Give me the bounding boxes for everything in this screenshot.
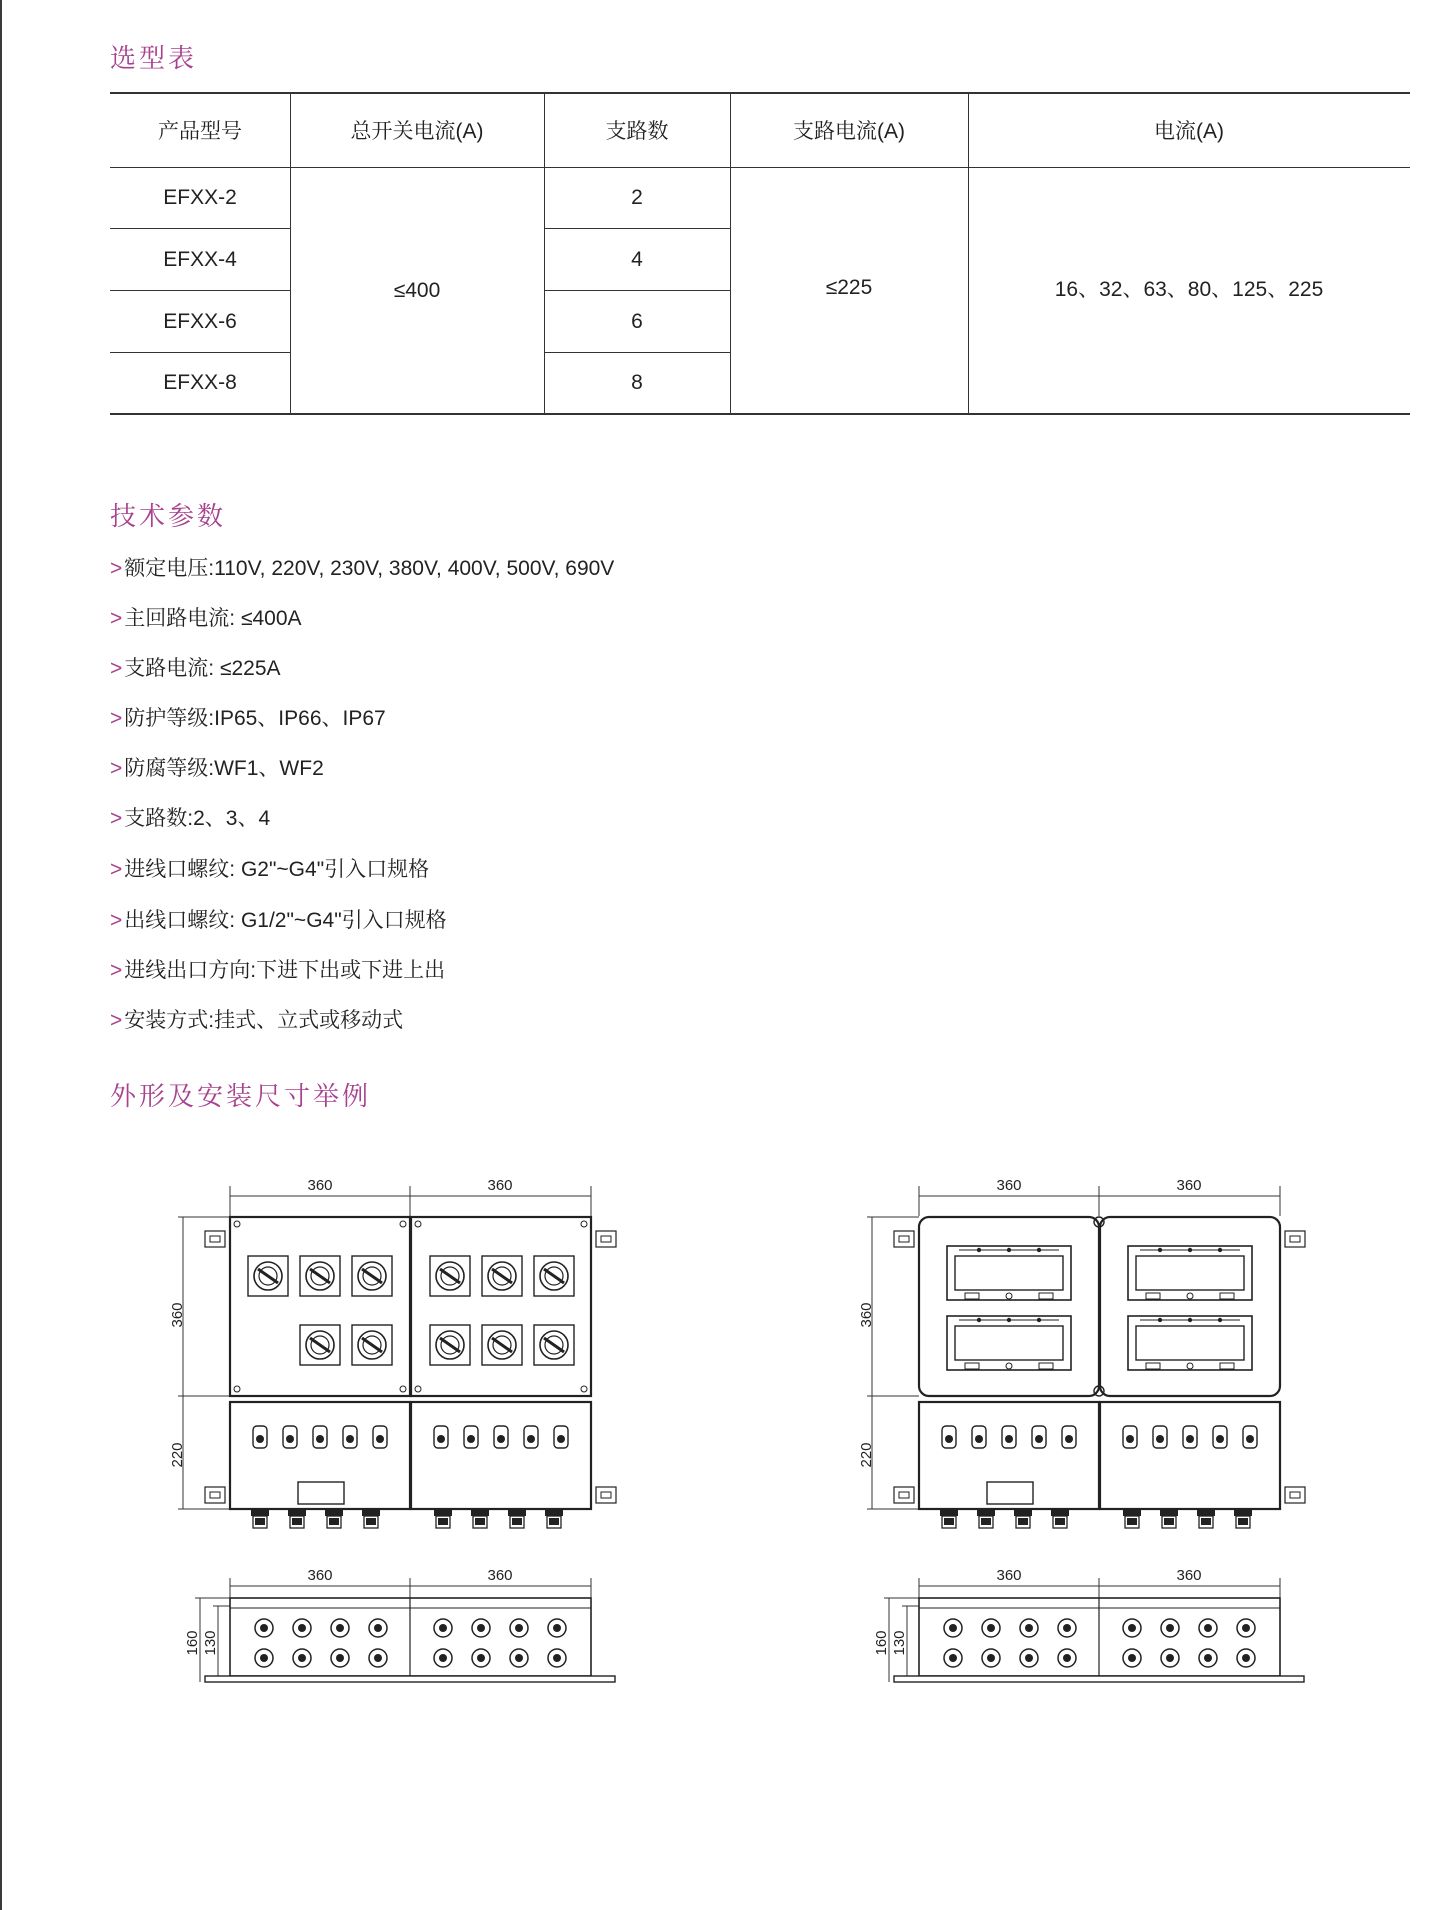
branch-count-cell: 2	[631, 186, 643, 209]
spec-value: ≤225A	[214, 657, 281, 680]
spec-marker: >	[110, 858, 123, 881]
left-elevation	[169, 1177, 616, 1528]
spec-item	[110, 802, 270, 832]
spec-label: 进线出口方向:	[124, 959, 257, 982]
spec-value: ≤400A	[235, 607, 302, 630]
spec-marker: >	[110, 607, 123, 630]
header-main-current: 总开关电流(A)	[350, 119, 484, 143]
spec-marker: >	[110, 557, 123, 580]
spec-value: IP65、IP66、IP67	[214, 707, 386, 730]
main-current-cell: ≤400	[393, 278, 441, 302]
selection-heading: 选型表	[110, 44, 198, 74]
dim-depth-outer: 160	[873, 1630, 890, 1656]
spec-item	[110, 652, 281, 682]
spec-item	[110, 702, 386, 732]
dim-height-lower: 220	[858, 1442, 875, 1468]
spec-value: 挂式、立式或移动式	[214, 1009, 404, 1032]
tech-heading: 技术参数	[110, 502, 227, 532]
dim-top-b: 360	[1176, 1177, 1202, 1194]
spec-item	[110, 904, 447, 934]
spec-label: 出线口螺纹:	[124, 909, 236, 932]
dimension-drawings	[0, 1150, 1443, 1710]
spec-marker: >	[110, 959, 123, 982]
dim-height-lower: 220	[169, 1442, 186, 1468]
spec-value: 下进下出或下进上出	[256, 959, 446, 982]
spec-marker: >	[110, 1009, 123, 1032]
spec-marker: >	[110, 807, 123, 830]
right-bottom-view	[873, 1567, 1304, 1682]
spec-label: 支路电流:	[124, 657, 215, 680]
dim-depth-inner: 130	[202, 1630, 219, 1656]
dim-top-a: 360	[996, 1177, 1022, 1194]
dim-depth-inner: 130	[891, 1630, 908, 1656]
spec-item	[110, 602, 302, 632]
dims-heading: 外形及安装尺寸举例	[110, 1082, 372, 1112]
spec-value: G2"~G4"引入口规格	[235, 858, 430, 881]
spec-value: 110V, 220V, 230V, 380V, 400V, 500V, 690V	[214, 557, 615, 580]
spec-marker: >	[110, 707, 123, 730]
dim-height-upper: 360	[169, 1302, 186, 1328]
left-bottom-view	[184, 1567, 615, 1682]
spec-marker: >	[110, 657, 123, 680]
branch-current-cell: ≤225	[825, 276, 873, 299]
branch-count-cell: 4	[631, 247, 643, 271]
dim-bottom-b: 360	[487, 1567, 513, 1584]
dim-height-upper: 360	[858, 1302, 875, 1328]
spec-item	[110, 954, 445, 984]
spec-label: 支路数:	[124, 807, 194, 830]
spec-item	[110, 752, 324, 782]
spec-item	[110, 552, 614, 582]
dim-top-a: 360	[307, 1177, 333, 1194]
spec-label: 额定电压:	[124, 557, 215, 580]
model-cell: EFXX-2	[163, 186, 237, 209]
spec-label: 安装方式:	[124, 1009, 215, 1032]
spec-label: 防护等级:	[124, 707, 215, 730]
spec-label: 防腐等级:	[124, 757, 215, 780]
dim-top-b: 360	[487, 1177, 513, 1194]
right-elevation	[858, 1177, 1305, 1528]
model-cell: EFXX-6	[163, 309, 237, 333]
model-cell: EFXX-4	[163, 247, 237, 271]
spec-marker: >	[110, 757, 123, 780]
currents-cell: 16、32、63、80、125、225	[1054, 278, 1324, 301]
header-branches: 支路数	[605, 119, 669, 143]
dim-bottom-a: 360	[996, 1567, 1022, 1584]
spec-label: 主回路电流:	[124, 607, 236, 630]
spec-value: G1/2"~G4"引入口规格	[235, 909, 447, 932]
model-cell: EFXX-8	[163, 371, 237, 394]
dim-depth-outer: 160	[184, 1630, 201, 1656]
dim-bottom-a: 360	[307, 1567, 333, 1584]
spec-value: WF1、WF2	[214, 757, 324, 780]
dim-bottom-b: 360	[1176, 1567, 1202, 1584]
header-current: 电流(A)	[1154, 119, 1224, 143]
selection-table	[110, 92, 1410, 414]
branch-count-cell: 8	[631, 371, 643, 394]
table-bottom-rule	[110, 413, 1410, 415]
spec-marker: >	[110, 909, 123, 932]
spec-item	[110, 853, 429, 883]
spec-value: 2、3、4	[193, 807, 271, 830]
header-model: 产品型号	[158, 119, 242, 143]
spec-label: 进线口螺纹:	[124, 858, 236, 881]
branch-count-cell: 6	[631, 309, 643, 333]
spec-item	[110, 1004, 403, 1034]
header-branch-current: 支路电流(A)	[793, 119, 905, 143]
